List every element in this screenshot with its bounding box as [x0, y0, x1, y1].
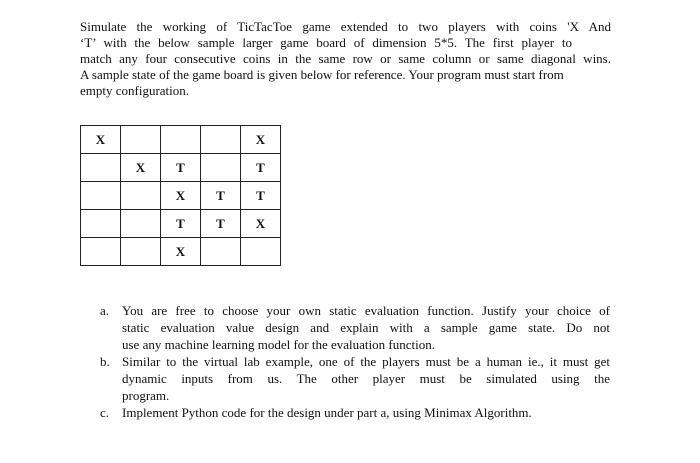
board-row	[81, 182, 281, 210]
intro-line: ‘T’ with the below sample larger game board of dimension 5*5. The first player to	[80, 35, 572, 50]
intro-line: A sample state of the game board is given below for reference. Your program must start from	[80, 67, 564, 82]
task-list	[100, 302, 610, 421]
board-cell: X	[121, 154, 161, 182]
board-cell	[81, 238, 121, 266]
task-item-a	[100, 302, 610, 353]
board-cell	[161, 126, 201, 154]
board-cell: T	[161, 210, 201, 238]
board-row	[81, 238, 281, 266]
board-cell: T	[241, 154, 281, 182]
task-line: static evaluation value design and explain with a sample game state. Do not	[122, 320, 610, 335]
board-cell: X	[161, 182, 201, 210]
board-cell: X	[241, 126, 281, 154]
intro-line: empty configuration.	[80, 83, 190, 98]
board-row	[81, 126, 281, 154]
board-row	[81, 210, 281, 238]
task-item-c	[100, 404, 610, 421]
task-line: program.	[122, 388, 170, 403]
board-cell	[81, 154, 121, 182]
board-cell	[201, 238, 241, 266]
board-row	[81, 154, 281, 182]
task-line: Similar to the virtual lab example, one of the players must be a human ie., it must get	[122, 354, 610, 369]
task-line: dynamic inputs from us. The other player must be simulated using the	[122, 371, 610, 386]
board-cell: X	[81, 126, 121, 154]
board-cell	[81, 182, 121, 210]
board-cell	[81, 210, 121, 238]
board-cell	[201, 126, 241, 154]
board-cell	[121, 182, 161, 210]
task-marker: c.	[100, 405, 110, 420]
board-cell	[121, 210, 161, 238]
board-cell: T	[241, 182, 281, 210]
board-cell: T	[161, 154, 201, 182]
intro-line: match any four consecutive coins in the same row or same column or same diagonal wins.	[80, 51, 611, 66]
board-cell: T	[201, 182, 241, 210]
board-cell	[241, 238, 281, 266]
task-line: use any machine learning model for the evaluation function.	[122, 337, 435, 352]
task-marker: b.	[100, 354, 110, 369]
game-board	[80, 125, 281, 266]
board-cell	[201, 154, 241, 182]
board-cell: X	[241, 210, 281, 238]
board-cell	[121, 126, 161, 154]
board-cell	[121, 238, 161, 266]
board-cell: X	[161, 238, 201, 266]
task-marker: a.	[100, 303, 110, 318]
task-line: Implement Python code for the design under part a, using Minimax Algorithm.	[122, 405, 532, 420]
board-cell: T	[201, 210, 241, 238]
intro-paragraph	[80, 19, 640, 99]
task-item-b	[100, 353, 610, 404]
intro-line: Simulate the working of TicTacToe game extended to two players with coins 'X And	[80, 19, 611, 34]
task-line: You are free to choose your own static evaluation function. Justify your choice of	[122, 303, 610, 318]
